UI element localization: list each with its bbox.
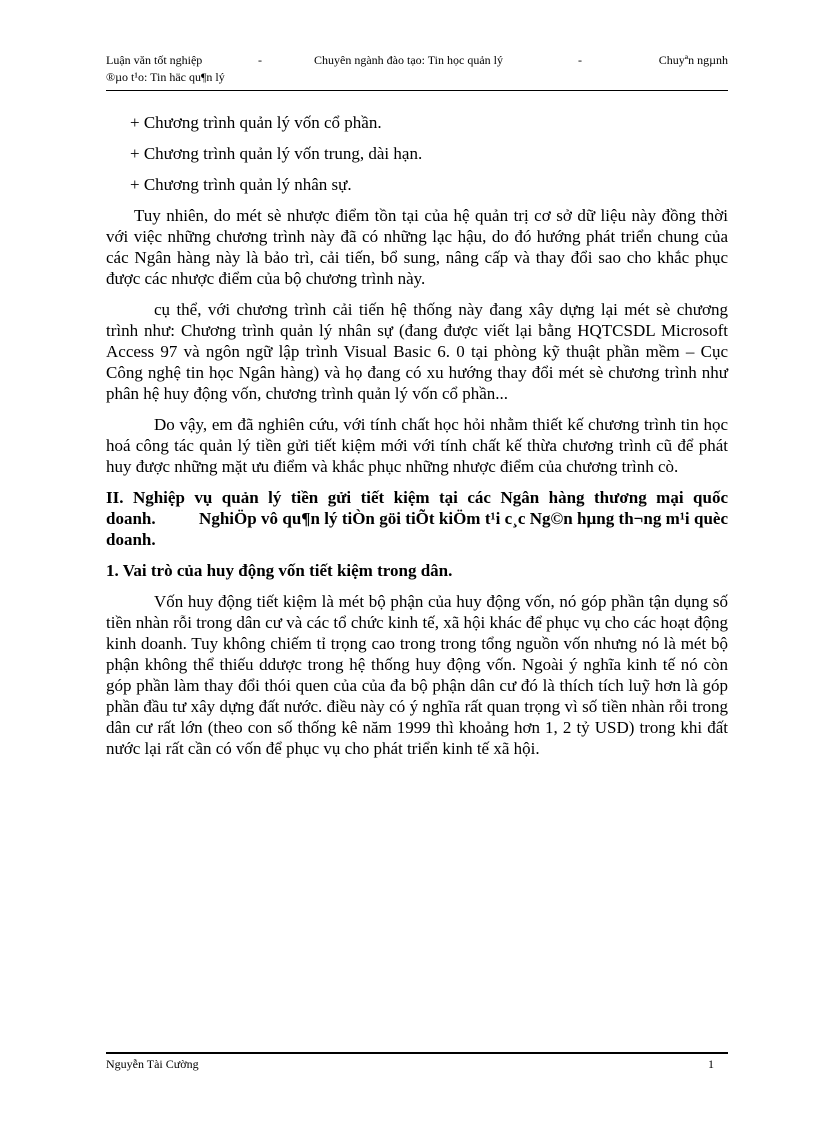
header-separator: - [258,53,262,67]
header-major: Chuyên ngành đào tạo: Tin học quản lý [314,53,503,67]
section-heading: II. Nghiệp vụ quản lý tiền gửi tiết kiệm tại các Ngân hàng thương mại quốc doanh. NghiÖp vô qu¶n lý tiÒn göi tiÕt kiÖm t¹i c¸c Ng©n hµng th¬ng m¹i quèc doanh. [106,488,728,549]
header-divider [106,90,728,91]
paragraph: Vốn huy động tiết kiệm là mét bộ phận của huy động vốn, nó góp phần tận dụng số tiền nhàn rỗi trong dân cư và các tổ chức kinh tế, xã hội khác để phục vụ cho các hoạt động kinh doanh. Tuy không chiếm tỉ trọng cao trong trong tổng nguồn vốn nhưng nó là mét bộ phận không thể thiếu ddược trong hệ thống huy động vốn. Ngoài ý nghĩa kinh tế nó còn góp phần làm thay đổi thói quen của của đa bộ phận dân cư đó là thích tích luỹ hơn là góp phần đầu tư xây dựng đất nước. điều này có ý nghĩa rất quan trọng vì số tiền nhàn rỗi trong dân cư rất lớn (theo con số thống kê năm 1999 thì khoảng hơn 1, 2 tỷ USD) trong khi đất nước lại rất cần có vốn để phục vụ cho phát triển kinh tế xã hội. [106,592,728,758]
header-major-garbled-continued: ®µo t¹o: Tin häc qu¶n lý [106,70,225,84]
footer-divider [106,1052,728,1054]
subsection-heading: 1. Vai trò của huy động vốn tiết kiệm trong dân. [106,561,453,580]
header-thesis-label: Luận văn tốt nghiệp [106,53,203,67]
paragraph: cụ thể, với chương trình cải tiến hệ thống này đang xây dựng lại mét sè chương trình như: Chương trình quản lý nhân sự (đang được viết lại bằng HQTCSDL Microsoft Access 97 và ngôn ngữ lập trình Visual Basic 6. 0 tại phòng kỹ thuật phần mềm – Cục Công nghệ tin học Ngân hàng) và họ đang có xu hướng thay đổi mét sè chương trình như phân hệ huy động vốn, chương trình quản lý vốn cổ phần... [106,300,728,403]
bullet-item: + Chương trình quản lý nhân sự. [130,175,352,194]
header-major-garbled: Chuyªn ngµnh [658,53,728,67]
page-header [106,52,728,88]
paragraph: Tuy nhiên, do mét sè nhược điểm tồn tại của hệ quản trị cơ sở dữ liệu này đồng thời với việc những chương trình này đã có những lạc hậu, do đó hướng phát triển chung của các Ngân hàng này là bảo trì, cải tiến, bổ sung, nâng cấp và thay đổi sao cho khắc phục được các nhược điểm của bộ chương trình này. [106,206,728,288]
bullet-item: + Chương trình quản lý vốn trung, dài hạn. [130,144,423,163]
header-separator: - [578,53,582,67]
bullet-item: + Chương trình quản lý vốn cổ phần. [130,113,382,132]
document-body [106,112,728,769]
page-number: 1 [708,1057,714,1071]
footer-author: Nguyễn Tài Cường [106,1057,199,1071]
paragraph: Do vậy, em đã nghiên cứu, với tính chất học hỏi nhằm thiết kế chương trình tin học hoá công tác quản lý tiền gửi tiết kiệm mới với tính chất kế thừa chương trình cũ để phát huy được những mặt ưu điểm và khắc phục những nhược điểm của chương trình cò. [106,415,728,476]
